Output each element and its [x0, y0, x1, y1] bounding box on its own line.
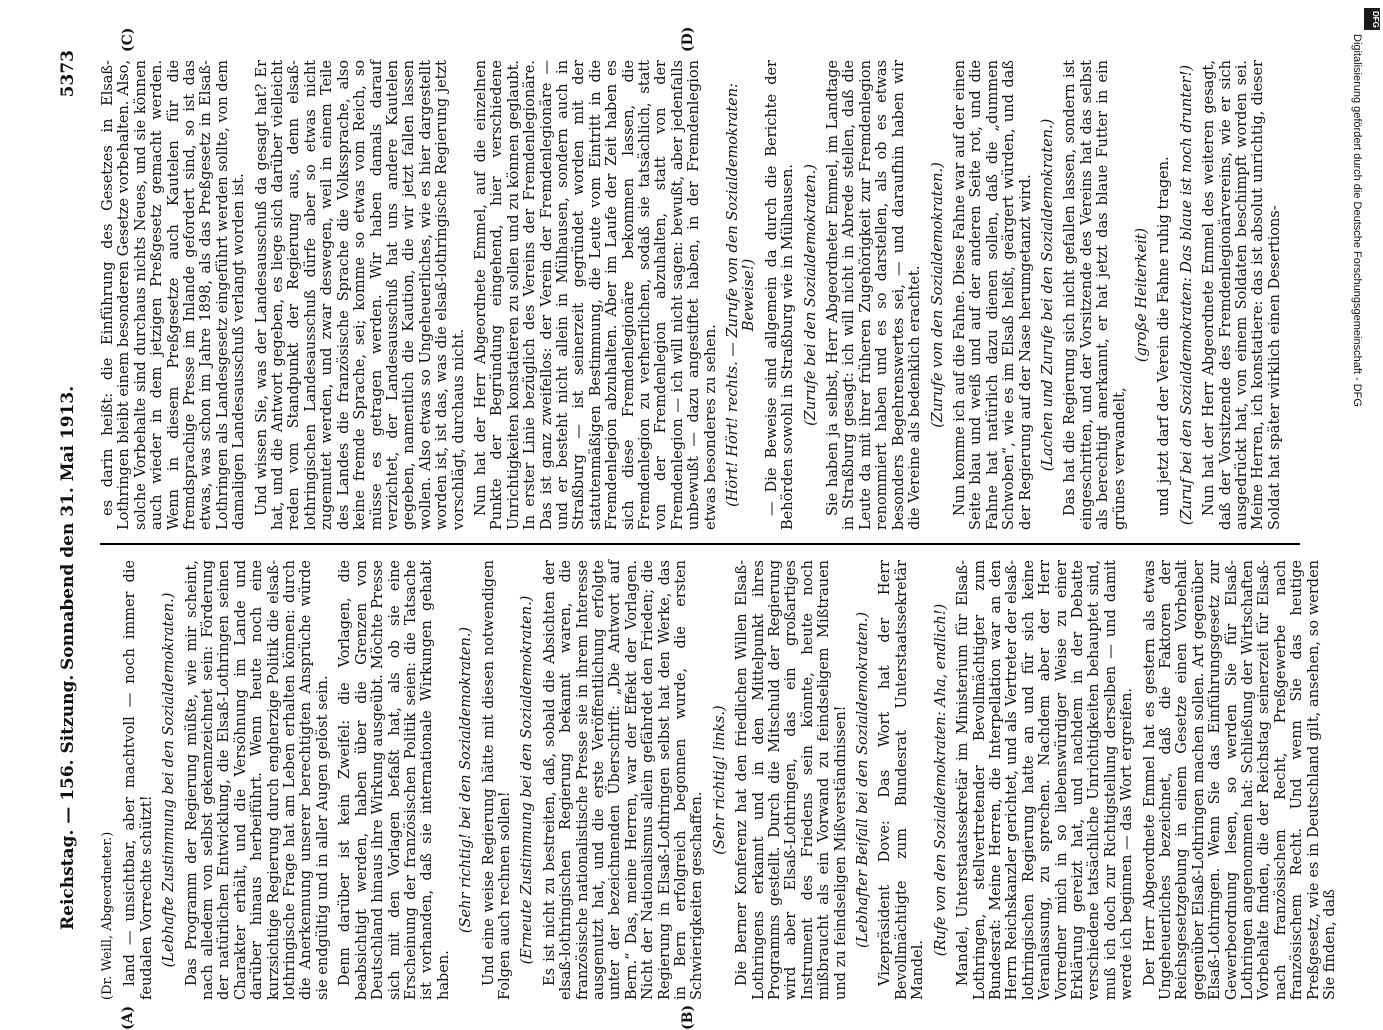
paragraph: Das Programm der Regierung müßte, wie mir scheint, nach alledem von selbst gekennzeichnet sein: Förderung der natürlichen Entwicklung, die Elsaß-Lothringen seinen Charakter erhält, und die Versöhnung im Lande und darüber hinaus herbeiführt. Wenn heute noch eine kurzsichtige Regierung durch engherzige Politik die elsaß-lothringische Frage hat am Leben erhalten können: durch die Anerkennung unserer berechtigten Ansprüche würde sie endgültig und in aller Augen gelöst sein. — [183, 560, 331, 1000]
marker-d: (D) — [680, 26, 696, 52]
paragraph: Das hat die Regierung sich nicht gefallen lassen, sondern ist eingeschritten, und der Vorsitzende des Vereins hat das selbst als berechtigt anerkannt, er hat jetzt das blaue Futter in ein grünes verwandelt, — [1062, 60, 1128, 530]
header-date: Sonnabend den 31. Mai 1913. — [58, 385, 78, 670]
marker-b: (B) — [680, 1004, 696, 1030]
left-column — [100, 560, 1344, 1000]
interjection: (Sehr richtig! bei den Sozialdemokraten.) — [458, 626, 475, 934]
marker-a: (A) — [120, 1005, 136, 1030]
paragraph: Sie haben ja selbst, Herr Abgeordneter Emmel, im Landtage in Straßburg gesagt: ich will nicht in Abrede stellen, daß die Leute da mit ihrer früheren Zugehörigkeit zur Fremdenlegion renommiert haben und es so darstellen, als ob es etwas besonders Begehrenswertes sei, — und daraufhin haben wir die Vereine als bedenklich erachtet. — [825, 60, 924, 530]
paragraph: Der Herr Abgeordnete Emmel hat es gestern als etwas Ungeheuerliches bezeichnet, daß die Faktoren der Reichsgesetzgebung in einem Gesetze einen Vorbehalt gegenüber Elsaß-Lothringen machen sollen. Art gegenüber Elsaß-Lothringen. Wenn Sie das Einführungsgesetz zur Gewerbeordnung lesen, so werden Sie für Elsaß-Lothringen angenommen hat: Schließung der Wirtschaften Vorbehalte finden, die der Reichstag seinerzeit für Elsaß-nach französischem Recht, Preßgewerbe nach französischem Recht. Und wenn Sie das heutige Preßgesetz, wie es in Deutschland gilt, ansehen, so werden Sie finden, daß — [1141, 560, 1339, 1000]
paragraph: Und eine weise Regierung hätte mit diesen notwendigen Folgen auch rechnen sollen! — [480, 560, 513, 1000]
paragraph: Mandel, Unterstaatssekretär im Ministerium für Elsaß-Lothringen, stellvertretender Bevollmächtigter zum Bundesrat: Meine Herren, die Interpellation war an den Herrn Reichskanzler gerichtet, und als Vertreter der elsaß-lothringischen Regierung hatte an und für sich keine Veranlassung, zu sprechen. Nachdem aber der Herr Vorredner mich in so liebenswürdiger Weise zu einer Erklärung gereizt hat, und nachdem in der Debatte verschiedene tatsächliche Unrichtigkeiten behauptet sind, muß ich doch zur Richtigstellung derselben — und damit werde ich beginnen — das Wort ergreifen. — [955, 560, 1136, 1000]
interjection: (Erneute Zustimmung bei den Sozialdemokraten.) — [519, 595, 536, 965]
interjection: (große Heiterkeit) — [1133, 227, 1150, 363]
paragraph: Vizepräsident Dove: Das Wort hat der Herr Bevollmächtigte zum Bundesrat Unterstaatssekretär Mandel. — [877, 560, 927, 1000]
column-divider — [100, 543, 1300, 545]
paragraph: Nun hat der Herr Abgeordnete Emmel des weiteren gesagt, daß der Vorsitzende des Fremdenlegionärvereins, wie er sich ausgedrückt hat, von einem Soldaten beschimpft worden sei. Meine Herren, ich konstatiere: das ist absolut unrichtig, dieser Soldat hat später wirklich einen Desertions- — [1201, 60, 1283, 530]
digitization-credit: Digitalisierung gefördert durch die Deutsche Forschungsgemeinschaft - DFG — [1351, 34, 1363, 407]
interjection: (Lebhafter Beifall bei den Sozialdemokraten.) — [855, 611, 872, 949]
page-header — [58, 10, 84, 1000]
rotated-page-content — [40, 10, 1339, 1030]
paragraph: Es ist nicht zu bestreiten, daß, sobald die Absichten der elsaß-lothringischen Regierung bekannt waren, die französische nationalistische Presse sie in ihrem Interesse ausgenutzt hat, und die erste Veröffentlichung erfolgte unter der bezeichnenden Überschrift: „Die Antwort auf Bern.“ Das, meine Herren, war der Effekt der Vorlagen. Nicht der Nationalismus allein gefährdet den Frieden; die Regierung in Elsaß-Lothringen selbst hat den Werke, das in Bern erfolgreich begonnen wurde, die ersten Schwierigkeiten geschaffen. — [541, 560, 706, 1000]
interjection: (Zurufe von den Sozialdemokraten.) — [929, 162, 946, 428]
paragraph: Und wissen Sie, was der Landesausschuß da gesagt hat? Er hat, und die Antwort gegeben, es liege sich darüber vielleicht reden vom Standpunkt der Regierung aus, denn elsaß-lothringischen Landesausschuß dürfe aber so etwas nicht zugemutet werden, und zwar deswegen, weil in einem Teile des Landes die französische Sprache die Volkssprache, also keine fremde Sprache, sei; komme so etwas vom Reich, so müsse es getragen werden. Wir haben damals darauf verzichtet, der Landesausschuß hat uns andere Kautelen gegeben, namentlich die Kaution, die wir jetzt fallen lassen wollen. Also etwas so Ungeheuerliches, wie es hier dargestellt worden ist, ist das, was die elsaß-lothringische Regierung jetzt vorschlägt, durchaus nicht. — [253, 60, 467, 530]
paragraph: und jetzt darf der Verein die Fahne ruhig tragen. — [1156, 156, 1173, 516]
paragraph: Die Berner Konferenz hat den friedlichen Willen Elsaß-Lothringens erkannt und in den Mittelpunkt ihres Programms gestellt. Durch die Mitschuld der Regierung wird aber Elsaß-Lothringen, das ein großartiges Instrument des Friedens sein könnte, heute noch mißbraucht als ein Vorwand zu feindseligem Mißtrauen und zu feindseligen Mißverständnissen! — [734, 560, 849, 1000]
interjection: (Zuruf bei den Sozialdemokraten: Das blaue ist noch drunter!) — [1178, 64, 1195, 526]
paragraph: es darin heißt: die Einführung des Gesetzes in Elsaß-Lothringen bleibt einem besonderen Gesetze vorbehalten. Also, solche Vorbehalte sind durchaus nichts Neues, und sie können auch wieder in dem jetzigen Preßgesetz gemacht werden. Wenn in diesem Preßgesetze auch Kautelen für die fremdsprachige Presse im Inlande gefordert sind, so ist das etwas, was schon im Jahre 1898, als das Preßgesetz in Elsaß-Lothringen als Landesgesetz eingeführt werden sollte, von dem damaligen Landesausschuß verlangt worden ist. — [100, 60, 248, 530]
interjection: (Hört! Hört! rechts. — Zurufe von den Sozialdemokraten: Beweise!) — [725, 83, 758, 507]
paragraph: Nun hat der Herr Abgeordnete Emmel, auf die einzelnen Punkte der Begründung eingehend, hier verschiedene Unrichtigkeiten konstatieren zu sollen und zu können geglaubt. In erster Linie bezüglich des Vereins der Fremdenlegionäre. Das ist ganz zweifellos: der Verein der Fremdenlegionäre — und er besteht nicht allein in Mülhausen, sondern auch in Straßburg — ist seinerzeit gegründet worden mit der statutenmäßigen Bestimmung, die Leute vom Eintritt in die Fremdenlegion abzuhalten. Aber im Laufe der Zeit haben es sich diese Fremdenlegionäre bekommen lassen, die Fremdenlegion zu verherrlichen, sodaß sie tatsächlich, statt von der Fremdenlegion abzuhalten, statt von der Fremdenlegion — ich will nicht sagen: bewußt, aber jedenfalls unbewußt — dazu angestiftet haben, in der Fremdenlegion etwas besonderes zu sehen. — [472, 60, 719, 530]
dfg-logo: DFG — [1364, 8, 1380, 30]
paragraph: land — unsichtbar, aber machtvoll — noch immer die feudalen Vorrechte schützt! — [122, 560, 155, 1000]
paragraph: Nun komme ich auf die Fahne. Diese Fahne war auf der einen Seite blau und weiß und auf der anderen Seite rot, und die Fahne hat natürlich dazu dienen sollen, daß die „dummen Schwoben“, wie es im Elsaß heißt, geärgert würden, und daß der Regierung auf der Nase herumgetanzt wird. — [951, 60, 1034, 530]
interjection: (Zurufe bei den Sozialdemokraten.) — [802, 164, 819, 426]
page-number: 5373 — [58, 50, 78, 98]
header-session: Reichstag. — 156. Sitzung. — [58, 674, 78, 930]
speaker-tag: (Dr. Weill, Abgeordneter.) — [100, 831, 115, 1000]
interjection: (Lachen und Zurufe bei den Sozialdemokraten.) — [1039, 118, 1056, 472]
interjection: (Lebhafte Zustimmung bei den Sozialdemokraten.) — [161, 592, 178, 968]
paragraph: Denn darüber ist kein Zweifel: die Vorlagen, die beabsichtigt werden, haben über die Grenzen von Deutschland hinaus ihre Wirkung ausgeübt. Möchte Presse sich mit den Vorlagen befaßt hat, als ob sie eine Erscheinung der französischen Politik seien: die Tatsache ist vorhanden, daß sie internationale Wirkungen gehabt haben. — [337, 560, 452, 1000]
marker-c: (C) — [120, 27, 136, 52]
interjection: (Rufe von den Sozialdemokraten: Aha, endlich!) — [932, 603, 949, 957]
paragraph: — Die Beweise sind allgemein da durch die Berichte der Behörden sowohl in Straßburg wie in Mülhausen. — [763, 60, 797, 530]
interjection: (Sehr richtig! links.) — [711, 705, 728, 855]
right-column — [100, 60, 1289, 530]
